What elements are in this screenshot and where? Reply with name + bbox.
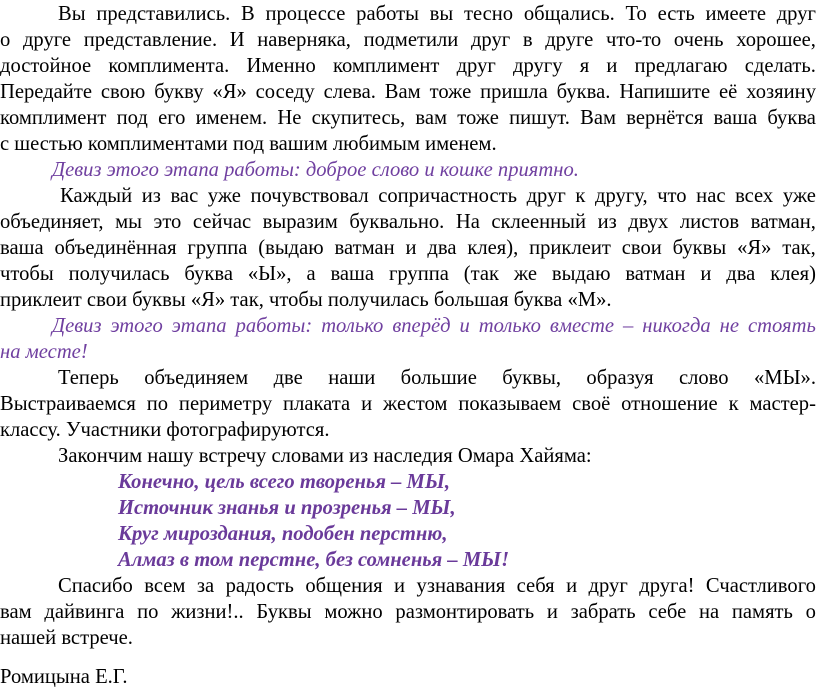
word: только [321,315,384,337]
word: почувствовал [250,185,369,207]
word: наши [328,367,376,389]
word: тесно [463,3,514,25]
word: тоже [457,107,499,129]
p2-line-3 [0,235,816,261]
word: процессе [265,3,346,25]
word: представление. [83,29,218,51]
word: мы [115,211,142,233]
motto-2-line-2: на месте! [0,341,88,363]
word: ватман, [750,211,816,233]
word: Не [277,107,302,129]
word: «Я» [212,81,247,103]
word: Выстраиваемся [0,393,136,415]
word: объединённая [54,237,177,259]
word: буква. [556,81,611,103]
word: дайвинга [44,601,125,623]
word: пришла [480,81,548,103]
word: Именно [246,55,316,77]
word: буквально. [349,211,445,233]
word: её [719,81,738,103]
p5-line-2 [0,599,816,625]
word: ватман [625,263,686,285]
word: общения [305,575,383,597]
word: работы [356,3,419,25]
word: этапа [171,315,227,337]
word: двух [628,211,669,233]
word: друг [776,3,816,25]
word: группа [187,237,248,259]
word: соседу [255,81,315,103]
word: к [728,393,739,415]
p2-line-1 [0,183,816,209]
word: чтобы [0,263,54,285]
word: «Ы», [247,263,292,285]
word: о [0,29,11,51]
word: очень [673,29,724,51]
word: другу, [594,185,648,207]
word: из [597,211,617,233]
p1-line-2 [0,27,816,53]
word: свои [621,237,662,259]
word: группа [388,263,449,285]
word: достойное [0,55,92,77]
word: свою [100,81,146,103]
word: этого [110,315,163,337]
word: есть [657,3,695,25]
word: сопричастность [378,185,517,207]
word: узнавания [416,575,506,597]
word: друг [456,55,496,77]
p2-line-4 [0,261,816,287]
word: Счастливого [705,575,816,597]
word: два [726,263,756,285]
word: клея) [770,263,816,285]
word: (так [463,263,500,285]
word: объединяет, [0,211,104,233]
p3-line-1 [0,365,816,391]
p1-line-1 [0,1,816,27]
word: (выдаю [258,237,324,259]
signature: Ромицына Е.Г. [0,666,128,688]
word: плаката [283,393,351,415]
p2-line-2 [0,209,816,235]
word: буква [184,263,233,285]
word: два [427,237,457,259]
p2-line-5: приклеит свои буквы «Я» так, чтобы получилась большая буква «М». [0,289,612,311]
word: И [229,29,245,51]
p1-line-6: с шестью комплиментами под вашим любимым именем. [0,133,497,155]
word: память [731,601,793,623]
word: скупитесь, [311,107,406,129]
p1-line-3 [0,53,816,79]
word: всем [144,575,186,597]
word: размонтировать [395,601,535,623]
word: уже [207,185,241,207]
word: по [146,393,169,415]
word: комплимент [0,107,107,129]
word: отношение [621,393,718,415]
word: Девиз [52,315,102,337]
word: показываем [458,393,562,415]
word: друга! [639,575,695,597]
word: вы [429,3,454,25]
p5-line-1 [0,573,816,599]
word: радость [225,575,294,597]
word: То [625,3,647,25]
motto-2-line-1 [0,313,816,339]
word: и [546,601,558,623]
word: склеенный [491,211,587,233]
word: нас [696,185,726,207]
p1-line-4 [0,79,816,105]
word: Напишите [619,81,711,103]
word: в [522,29,533,51]
word: образуя [586,367,654,389]
word: его [158,107,186,129]
word: приклеит [529,237,611,259]
p1-line-5 [0,105,816,131]
word: и [405,237,417,259]
word: «МЫ». [753,367,816,389]
word: к [575,185,586,207]
word: никогда [642,315,711,337]
word: вам [0,601,32,623]
word: Спасибо [58,575,133,597]
word: Буквы [256,601,312,623]
p3-line-2 [0,391,816,417]
word: всех [735,185,774,207]
word: работы: [235,315,313,337]
word: это [153,211,182,233]
word: буквы, [502,367,561,389]
word: хозяину [746,81,816,103]
word: комплимент [333,55,440,77]
word: и [459,315,470,337]
word: ваша [0,237,44,259]
word: сейчас [192,211,252,233]
word: уже [782,185,816,207]
word: и [394,575,406,597]
word: имеете [705,3,766,25]
word: не [719,315,739,337]
word: выразим [262,211,338,233]
word: выдаю [551,263,611,285]
word: слово [678,367,729,389]
word: В [240,3,255,25]
word: периметру [178,393,273,415]
word: получилась [68,263,170,285]
word: жизни!.. [171,601,244,623]
word: вперёд [392,315,451,337]
p5-line-3: нашей встрече. [0,627,133,649]
word: под [116,107,148,129]
word: буква [767,107,816,129]
word: из [141,185,161,207]
word: так, [782,237,816,259]
word: я [579,55,590,77]
word: ваша [330,263,375,285]
word: клея), [467,237,519,259]
word: о [805,601,816,623]
word: что [657,185,687,207]
word: «Я» [737,237,772,259]
word: и [566,575,578,597]
word: себя [516,575,555,597]
word: по [137,601,159,623]
word: и [361,393,373,415]
word: друг [588,575,628,597]
word: только [478,315,541,337]
word: друг [526,185,566,207]
word: общались. [523,3,615,25]
word: На [455,211,480,233]
word: можно [324,601,383,623]
word: же [513,263,538,285]
word: объединяем [144,367,249,389]
word: что-то [605,29,662,51]
word: букву [154,81,204,103]
word: Теперь [58,367,119,389]
word: друг [470,29,511,51]
word: вместе [549,315,615,337]
word: ватман [334,237,395,259]
word: и [606,55,618,77]
word: другу [512,55,563,77]
word: две [273,367,303,389]
word: листов [679,211,740,233]
word: представились. [96,3,231,25]
p4-line: Закончим нашу встречу словами из наследия Омара Хайяма: [58,445,592,467]
word: вас [170,185,199,207]
word: Вы [58,3,86,25]
word: слева. [323,81,376,103]
word: именем. [195,107,268,129]
word: сделать. [744,55,816,77]
word: – [622,315,634,337]
word: тоже [429,81,472,103]
word: Каждый [60,185,133,207]
word: буквы [672,237,727,259]
word: предлагаю [634,55,728,77]
word: пишут. [509,107,570,129]
word: стоять [747,315,816,337]
word: наверняка, [257,29,351,51]
word: Передайте [0,81,92,103]
word: за [196,575,215,597]
poem-line-3: Круг мироздания, подобен перстню, [118,523,448,545]
word: хорошее, [736,29,816,51]
word: вам [415,107,448,129]
word: и [700,263,712,285]
p3-line-3: классу. Участники фотографируются. [0,419,330,441]
word: Вам [384,81,421,103]
word: жестом [383,393,448,415]
word: большие [400,367,477,389]
poem-line-2: Источник знанья и прозренья – МЫ, [118,497,456,519]
word: Вам [580,107,617,129]
word: комплимента. [108,55,230,77]
word: своё [572,393,611,415]
word: а [306,263,316,285]
word: друге [545,29,594,51]
poem-line-1: Конечно, цель всего творенья – МЫ, [118,471,450,493]
word: на [698,601,720,623]
poem-line-4: Алмаз в том перстне, без сомненья – МЫ! [118,549,510,571]
word: друге [22,29,72,51]
word: ваша [713,107,758,129]
word: забрать [570,601,636,623]
motto-1: Девиз этого этапа работы: доброе слово и кошке приятно. [52,159,579,181]
word: мастер- [749,393,816,415]
word: подметили [363,29,459,51]
word: себе [648,601,687,623]
word: вернётся [626,107,704,129]
